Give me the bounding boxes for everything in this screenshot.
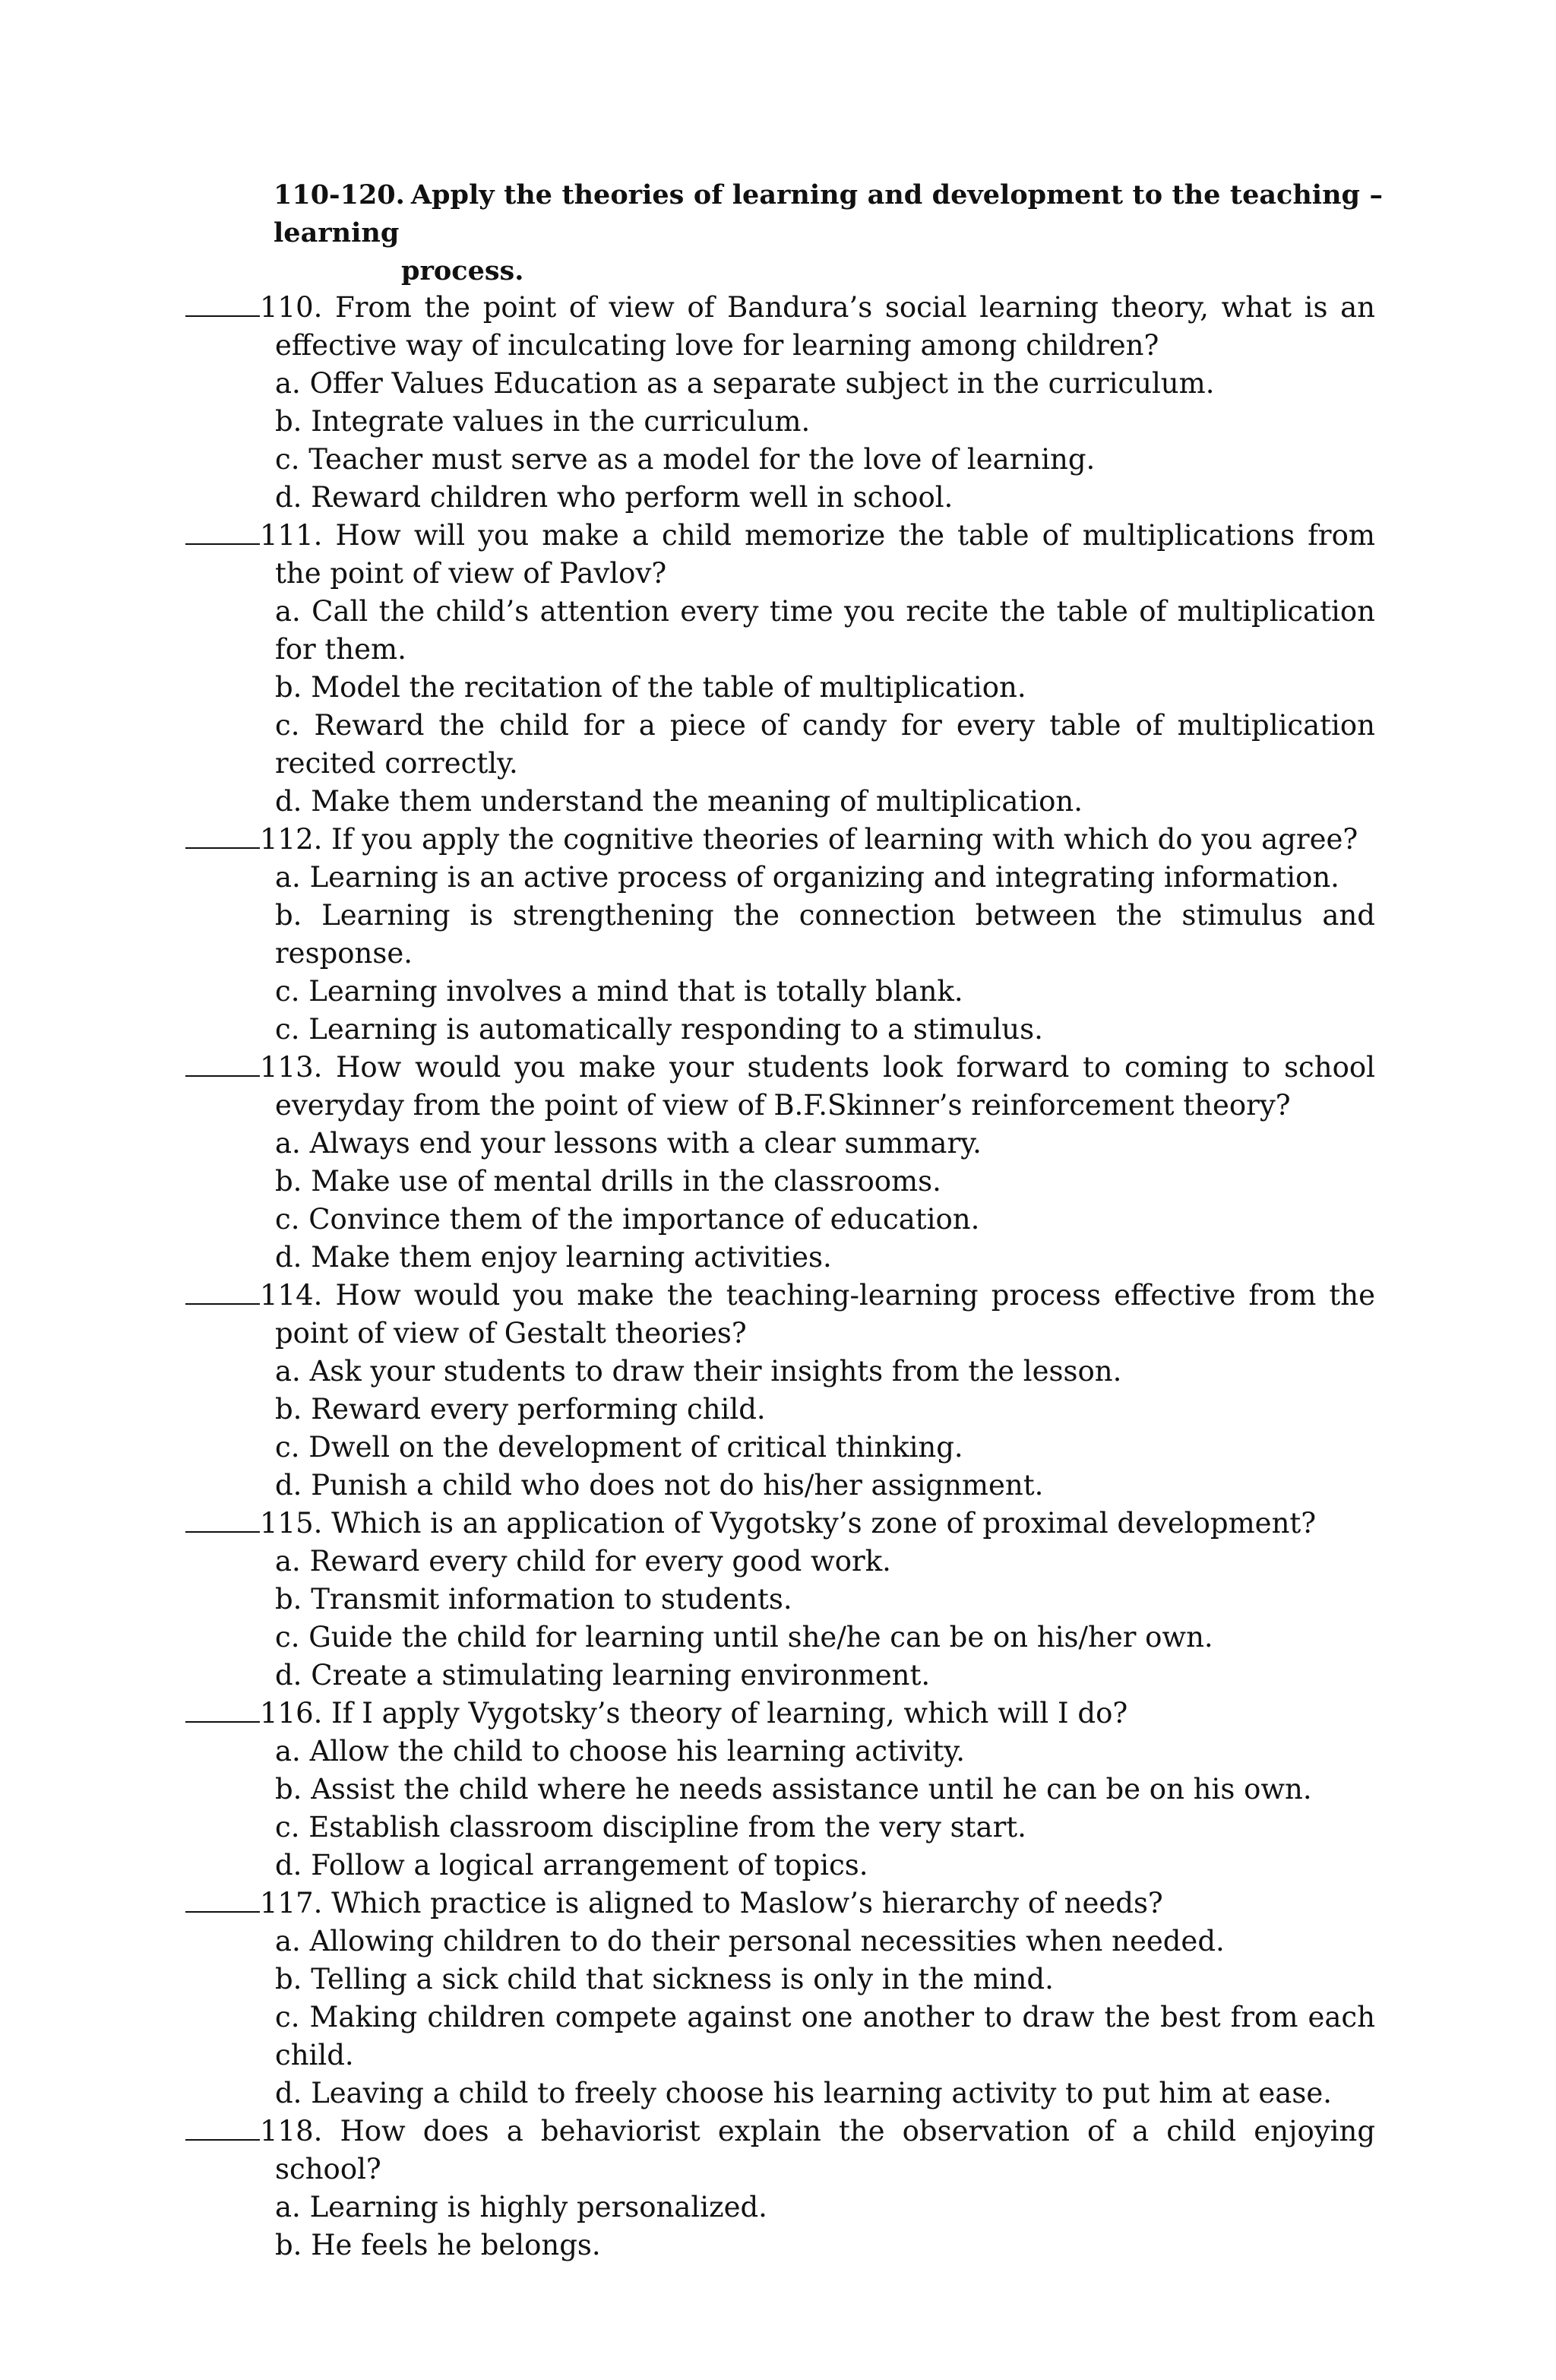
option: c. Reward the child for a piece of candy for every table of multiplication recited correctly.: [275, 709, 1375, 780]
option: a. Ask your students to draw their insights from the lesson.: [275, 1355, 1122, 1388]
option: d. Leaving a child to freely choose his learning activity to put him at ease.: [275, 2077, 1332, 2109]
heading-line2: process.: [401, 255, 524, 286]
question-text: From the point of view of Bandura’s social learning theory, what is an effective way of inculcating love for learning among children?: [275, 291, 1375, 362]
heading-line1: Apply the theories of learning and development to the teaching – learning: [274, 179, 1383, 248]
option: c. Teacher must serve as a model for the love of learning.: [275, 443, 1096, 476]
question-number: 110.: [260, 291, 323, 324]
question-stem: [185, 1695, 1375, 1733]
question-item: [185, 1695, 1375, 1885]
question-stem: [185, 2113, 1375, 2189]
question-number: 112.: [260, 823, 323, 856]
question-item: [185, 1505, 1375, 1695]
question-text: How would you make the teaching-learning process effective from the point of view of Gestalt theories?: [275, 1279, 1376, 1350]
option: c. Guide the child for learning until she/he can be on his/her own.: [275, 1621, 1213, 1654]
question-stem: [185, 821, 1375, 859]
option: a. Always end your lessons with a clear summary.: [275, 1127, 982, 1160]
option: b. Telling a sick child that sickness is only in the mind.: [275, 1963, 1054, 1995]
option: c. Making children compete against one another to draw the best from each child.: [275, 2001, 1375, 2071]
option: d. Punish a child who does not do his/her assignment.: [275, 1469, 1044, 1502]
option: a. Learning is an active process of organizing and integrating information.: [275, 861, 1339, 894]
heading-number: 110-120.: [274, 179, 405, 210]
question-item: [185, 289, 1375, 517]
question-item: [185, 821, 1375, 1049]
option: b. Reward every performing child.: [275, 1393, 766, 1426]
answer-blank[interactable]: [185, 290, 260, 317]
option: a. Learning is highly personalized.: [275, 2191, 767, 2223]
question-stem: [185, 1049, 1375, 1125]
question-number: 116.: [260, 1697, 323, 1730]
option: a. Reward every child for every good work.: [275, 1545, 891, 1578]
option: b. Assist the child where he needs assistance until he can be on his own.: [275, 1773, 1312, 1806]
option: a. Offer Values Education as a separate subject in the curriculum.: [275, 367, 1215, 400]
answer-blank[interactable]: [185, 1277, 260, 1305]
option: b. Learning is strengthening the connection between the stimulus and response.: [275, 899, 1375, 970]
question-stem: [185, 289, 1375, 365]
option: c. Convince them of the importance of education.: [275, 1203, 980, 1236]
option: a. Call the child’s attention every time you recite the table of multiplication for them.: [275, 595, 1375, 666]
option: c. Establish classroom discipline from the very start.: [275, 1811, 1026, 1844]
option: c. Learning involves a mind that is totally blank.: [275, 975, 963, 1008]
question-text: Which practice is aligned to Maslow’s hierarchy of needs?: [331, 1887, 1163, 1920]
question-item: [185, 1885, 1375, 2113]
question-item: [185, 2113, 1375, 2264]
option: c. Dwell on the development of critical thinking.: [275, 1431, 963, 1464]
option: b. Model the recitation of the table of multiplication.: [275, 671, 1026, 704]
question-item: [185, 1049, 1375, 1277]
question-stem: [185, 1505, 1375, 1543]
answer-blank[interactable]: [185, 821, 260, 849]
option: a. Allow the child to choose his learning activity.: [275, 1735, 966, 1768]
answer-blank[interactable]: [185, 1505, 260, 1533]
question-stem: [185, 1277, 1375, 1353]
question-text: If I apply Vygotsky’s theory of learning, which will I do?: [331, 1697, 1128, 1730]
question-number: 115.: [260, 1507, 323, 1540]
option: d. Reward children who perform well in school.: [275, 481, 954, 514]
question-text: How does a behaviorist explain the observation of a child enjoying school?: [275, 2115, 1375, 2185]
option: a. Allowing children to do their personal necessities when needed.: [275, 1925, 1225, 1957]
question-item: [185, 517, 1375, 821]
question-stem: [185, 517, 1375, 593]
question-number: 114.: [260, 1279, 323, 1312]
option: d. Make them enjoy learning activities.: [275, 1241, 832, 1274]
question-text: How would you make your students look forward to coming to school everyday from the point of view of B.F.Skinner’s reinforcement theory?: [275, 1051, 1375, 1122]
question-stem: [185, 1885, 1375, 1923]
answer-blank[interactable]: [185, 1695, 260, 1723]
option: b. Transmit information to students.: [275, 1583, 792, 1616]
question-text: If you apply the cognitive theories of learning with which do you agree?: [331, 823, 1358, 856]
question-number: 113.: [260, 1051, 323, 1084]
question-number: 117.: [260, 1887, 323, 1920]
answer-blank[interactable]: [185, 2113, 260, 2141]
option: b. Make use of mental drills in the classrooms.: [275, 1165, 941, 1198]
question-text: How will you make a child memorize the table of multiplications from the point of view of Pavlov?: [275, 519, 1375, 590]
question-number: 111.: [260, 519, 323, 552]
option: c. Learning is automatically responding to a stimulus.: [275, 1013, 1043, 1046]
answer-blank[interactable]: [185, 1049, 260, 1077]
option: b. He feels he belongs.: [275, 2229, 601, 2261]
question-text: Which is an application of Vygotsky’s zone of proximal development?: [331, 1507, 1317, 1540]
option: d. Follow a logical arrangement of topics.: [275, 1849, 868, 1882]
section-heading: [274, 176, 1383, 290]
answer-blank[interactable]: [185, 1885, 260, 1913]
question-item: [185, 1277, 1375, 1505]
option: d. Make them understand the meaning of multiplication.: [275, 785, 1083, 818]
question-list: [185, 289, 1375, 2264]
answer-blank[interactable]: [185, 517, 260, 545]
option: b. Integrate values in the curriculum.: [275, 405, 811, 438]
question-number: 118.: [260, 2115, 323, 2147]
option: d. Create a stimulating learning environment.: [275, 1659, 931, 1692]
